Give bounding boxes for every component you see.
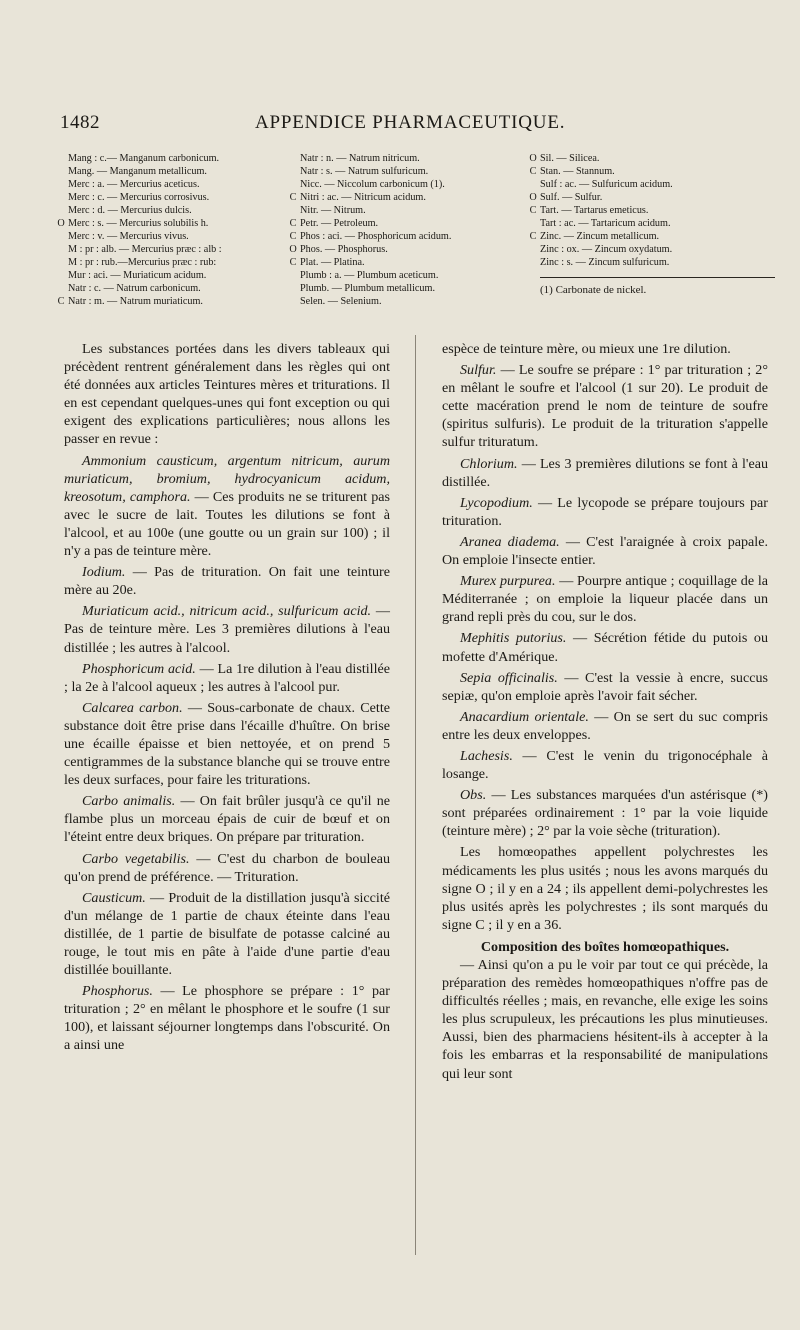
paragraph — [442, 455, 768, 491]
abbreviation-column-2 — [289, 152, 538, 308]
paragraph — [64, 340, 390, 449]
paragraph — [64, 792, 390, 846]
footnote: (1) Carbonate de nickel. — [540, 284, 647, 296]
paragraph-text: — Les 3 premières dilutions se font à l'eau distillée. — [442, 455, 768, 490]
paragraph — [442, 494, 768, 530]
abbreviation-row — [300, 269, 538, 282]
abbreviation-row — [529, 191, 780, 204]
remedy-class-mark: O — [529, 153, 537, 164]
abbreviation-text: M : pr : rub.—Mercurius præc : rub: — [68, 257, 217, 268]
paragraph: — Ainsi qu'on a pu le voir par tout ce qui précède, la préparation des remèdes homœopathiques n'offre pas de difficultés réelles ; mais, en revanche, elle exige les soins les plus scrupuleux, les précautions les plus minutieuses. Aussi, bien des pharmaciens hésitent-ils à accepter à la fois les embarras et la responsabilité de manipulations qui leur sont — [442, 957, 768, 1082]
abbreviation-text: Plumb. — Plumbum metallicum. — [300, 283, 435, 294]
paragraph — [442, 572, 768, 626]
remedy-term: Calcarea carbon. — [82, 699, 183, 716]
abbreviation-text: Zinc : s. — Zincum sulfuricum. — [540, 257, 670, 268]
abbreviation-row — [289, 230, 538, 243]
abbreviation-row — [529, 230, 780, 243]
remedy-term: Mephitis putorius. — [460, 630, 567, 647]
abbreviation-text: Plumb : a. — Plumbum aceticum. — [300, 270, 439, 281]
abbreviation-text: Mur : aci. — Muriaticum acidum. — [68, 270, 207, 281]
remedy-term: Ammonium causticum, argentum nitricum, aurum muriaticum, bromium, hydrocyanicum acidum, kreosotum, camphora. — [64, 452, 390, 505]
right-text-column — [442, 340, 768, 1086]
abbreviation-row — [68, 165, 316, 178]
remedy-class-mark: C — [289, 257, 297, 268]
abbreviation-text: Tart. — Tartarus emeticus. — [540, 205, 649, 216]
remedy-class-mark: C — [289, 231, 297, 242]
abbreviation-row — [289, 217, 538, 230]
abbreviation-text: Petr. — Petroleum. — [300, 218, 379, 229]
paragraph — [64, 660, 390, 696]
paragraph — [442, 786, 768, 840]
paragraph — [442, 669, 768, 705]
paragraph-text: — La 1re dilution à l'eau distillée ; la 2e à l'alcool aqueux ; les autres à l'alcool pur. — [64, 660, 391, 695]
remedy-class-mark: C — [529, 205, 537, 216]
abbreviation-row — [540, 178, 780, 191]
remedy-term: Phosphoricum acid. — [82, 660, 196, 677]
abbreviation-text: Merc : a. — Mercurius aceticus. — [68, 179, 200, 190]
paragraph-text: — C'est le venin du trigonocéphale à losange. — [442, 747, 768, 783]
abbreviation-row — [57, 295, 316, 308]
abbreviation-text: Mang : c.— Manganum carbonicum. — [68, 153, 220, 164]
remedy-term: Causticum. — [82, 889, 146, 906]
abbreviation-text: Phos. — Phosphorus. — [300, 244, 388, 255]
paragraph-text: — Pas de teinture mère. Les 3 premières dilutions à l'eau distillée ; les autres à l'alcool. — [64, 603, 390, 656]
paragraph-text: — Le lycopode se prépare toujours par trituration. — [442, 494, 768, 529]
running-title: APPENDICE PHARMACEUTIQUE. — [255, 112, 566, 133]
page-number: 1482 — [60, 112, 100, 133]
abbreviation-row — [300, 152, 538, 165]
abbreviation-row — [529, 165, 780, 178]
abbreviation-row — [529, 152, 780, 165]
remedy-class-mark: O — [529, 192, 537, 203]
paragraph-text: — Produit de la distillation jusqu'à siccité d'un mélange de 1 partie de chaux éteinte dans l'eau distillée, de 1 partie de bisulfate de potasse calciné au rouge, le tout mis en pâte à l'aide d'une partie d'eau distillée bouillante. — [64, 889, 390, 979]
abbreviation-row — [300, 295, 538, 308]
remedy-class-mark: C — [529, 231, 537, 242]
abbreviation-row — [68, 256, 316, 269]
abbreviation-row — [540, 243, 780, 256]
paragraph — [442, 533, 768, 569]
abbreviation-row — [540, 256, 780, 269]
abbreviation-text: Sil. — Silicea. — [540, 153, 600, 164]
paragraph — [64, 699, 390, 789]
abbreviation-text: Natr : n. — Natrum nitricum. — [300, 153, 420, 164]
left-text-column — [64, 340, 390, 1058]
abbreviation-row — [68, 204, 316, 217]
paragraph — [442, 361, 768, 451]
abbreviation-row — [529, 204, 780, 217]
remedy-class-mark: C — [529, 166, 537, 177]
paragraph-text: — C'est l'araignée à croix papale. On emploie l'insecte entier. — [442, 533, 768, 569]
paragraph-text: — Pourpre antique ; coquillage de la Méditerranée ; on emploie la liqueur placée dans un grand repli près du cou, sur le dos. — [442, 573, 768, 626]
abbreviation-text: Natr : s. — Natrum sulfuricum. — [300, 166, 429, 177]
paragraph — [64, 889, 390, 979]
running-header — [60, 112, 775, 140]
paragraph-text: — Sous-carbonate de chaux. Cette substance doit être prise dans l'écaille d'huître. On brise une écaille épaisse et bien nettoyée, et on prend 5 centigrammes de la substance blanche qui se trouve entre les deux surfaces, pour faire les triturations. — [64, 699, 390, 789]
paragraph-text: — C'est du charbon de bouleau qu'on prend de préférence. — Trituration. — [64, 850, 390, 885]
abbreviation-row — [68, 178, 316, 191]
abbreviation-row — [68, 269, 316, 282]
abbreviation-text: Zinc : ox. — Zincum oxydatum. — [540, 244, 673, 255]
paragraph-text: — Pas de trituration. On fait une teinture mère au 20e. — [64, 564, 390, 599]
abbreviation-text: Sulf. — Sulfur. — [540, 192, 603, 203]
paragraph — [442, 340, 768, 358]
footnote-rule — [540, 277, 775, 278]
remedy-term: Aranea diadema. — [460, 533, 560, 550]
abbreviation-text: Nitr. — Nitrum. — [300, 205, 366, 216]
abbreviation-row — [68, 152, 316, 165]
abbreviation-column-1 — [57, 152, 316, 308]
paragraph — [442, 708, 768, 744]
remedy-term: Chlorium. — [460, 455, 518, 472]
remedy-class-mark: O — [289, 244, 297, 255]
remedy-class-mark: C — [57, 296, 65, 307]
column-divider — [415, 335, 416, 1255]
abbreviation-text: Merc : d. — Mercurius dulcis. — [68, 205, 192, 216]
remedy-term: Phosphorus. — [82, 983, 153, 1000]
remedy-term: Obs. — [460, 787, 487, 804]
abbreviation-row — [300, 204, 538, 217]
abbreviation-row — [68, 243, 316, 256]
remedy-term: Carbo vegetabilis. — [82, 850, 190, 867]
paragraph — [442, 843, 768, 933]
remedy-term: Sepia officinalis. — [460, 669, 558, 686]
abbreviation-row — [289, 256, 538, 269]
abbreviation-text: Stan. — Stannum. — [540, 166, 615, 177]
remedy-term: Muriaticum acid., nitricum acid., sulfuricum acid. — [82, 603, 372, 620]
section-heading: Composition des boîtes homœopathiques. — [480, 938, 730, 955]
abbreviation-text: Natr : c. — Natrum carbonicum. — [68, 283, 201, 294]
paragraph-text: — Les substances marquées d'un astérisque (*) sont préparées ordinairement : 1° par la voie liquide (teinture mère) ; 2° par la voie sèche (trituration). — [442, 787, 768, 840]
abbreviation-row — [68, 191, 316, 204]
remedy-class-mark: O — [57, 218, 65, 229]
paragraph — [64, 452, 390, 561]
abbreviation-row — [540, 217, 780, 230]
paragraph-text: — On fait brûler jusqu'à ce qu'il ne flambe plus un morceau épais de cuir de bœuf et on l'éteint entre deux briques. On prépare par trituration. — [64, 793, 390, 846]
abbreviation-text: M : pr : alb. — Mercurius præc : alb : — [68, 244, 222, 255]
abbreviation-column-3 — [529, 152, 780, 297]
paragraph-text: espèce de teinture mère, ou mieux une 1re dilution. — [442, 341, 731, 357]
abbreviation-text: Merc : s. — Mercurius solubilis h. — [68, 218, 209, 229]
remedy-term: Murex purpurea. — [460, 573, 556, 590]
abbreviation-row — [300, 165, 538, 178]
paragraph — [64, 850, 390, 886]
abbreviation-text: Merc : c. — Mercurius corrosivus. — [68, 192, 210, 203]
abbreviation-text: Phos : aci. — Phosphoricum acidum. — [300, 231, 452, 242]
abbreviation-text: Mang. — Manganum metallicum. — [68, 166, 207, 177]
abbreviation-row — [289, 243, 538, 256]
paragraph-text: — On se sert du suc compris entre les deux enveloppes. — [442, 708, 768, 743]
abbreviation-row — [300, 282, 538, 295]
abbreviation-text: Selen. — Selenium. — [300, 296, 382, 307]
remedy-term: Anacardium orientale. — [460, 708, 589, 725]
abbreviation-row — [57, 217, 316, 230]
abbreviation-text: Tart : ac. — Tartaricum acidum. — [540, 218, 671, 229]
paragraph-text: — Le phosphore se prépare : 1° par trituration ; 2° en mêlant le phosphore et le soufre (1 sur 100), et laissant séjourner longtemps dans l'obscurité. On a ainsi une — [64, 983, 390, 1054]
remedy-term: Carbo animalis. — [82, 793, 176, 810]
remedy-term: Lycopodium. — [460, 494, 533, 511]
paragraph — [64, 602, 390, 656]
abbreviation-text: Nitri : ac. — Nitricum acidum. — [300, 192, 426, 203]
paragraph-text: — C'est la vessie à encre, succus sepiæ, qu'on emploie après l'avoir fait sécher. — [442, 669, 769, 704]
paragraph — [442, 747, 768, 783]
paragraph — [64, 563, 390, 599]
remedy-class-mark: C — [289, 218, 297, 229]
remedy-term: Iodium. — [82, 564, 126, 581]
paragraph-text: Les homœopathes appellent polychrestes les médicaments les plus usités ; nous les avons marqués du signe O ; il y en a 24 ; ils appellent demi-polychrestes les plus usités après les polychrestes ; ils sont marqués du signe C ; il y en a 36. — [442, 844, 768, 933]
paragraph-text: — Sécrétion fétide du putois ou mofette d'Amérique. — [442, 630, 768, 665]
paragraph-text: Les substances portées dans les divers tableaux qui précèdent rentrent généralement dans les règles qui ont été données aux articles Teintures mères et triturations. Il en est cependant quelques-unes qui font exception ou qui exigent des explications particulières; nous allons les passer en revue : — [64, 341, 390, 448]
abbreviation-text: Merc : v. — Mercurius vivus. — [68, 231, 189, 242]
abbreviation-text: Sulf : ac. — Sulfuricum acidum. — [540, 179, 673, 190]
paragraph-text: — Ces produits ne se triturent pas avec le sucre de lait. Toutes les dilutions se font à l'alcool, et au 100e (une goutte ou un grain sur 100) ; il n'y a pas de teinture mère. — [64, 488, 390, 560]
paragraph — [442, 629, 768, 665]
abbreviation-row — [300, 178, 538, 191]
abbreviation-text: Nicc. — Niccolum carbonicum (1). — [300, 179, 445, 190]
abbreviation-row — [68, 230, 316, 243]
remedy-term: Lachesis. — [460, 747, 513, 764]
paragraph-text: — Le soufre se prépare : 1° par trituration ; 2° en mêlant le soufre et l'alcool (1 sur 20). Le produit de cette macération prend le nom de teinture de soufre (spiritus sulfuris). Le produit de la trituration s'appelle sulfur trituratum. — [442, 362, 768, 451]
abbreviation-text: Zinc. — Zincum metallicum. — [540, 231, 660, 242]
remedy-class-mark: C — [289, 192, 297, 203]
abbreviation-table — [0, 152, 800, 332]
abbreviation-text: Plat. — Platina. — [300, 257, 365, 268]
abbreviation-row — [289, 191, 538, 204]
abbreviation-row — [68, 282, 316, 295]
abbreviation-text: Natr : m. — Natrum muriaticum. — [68, 296, 203, 307]
remedy-term: Sulfur. — [460, 362, 497, 379]
paragraph — [64, 982, 390, 1054]
